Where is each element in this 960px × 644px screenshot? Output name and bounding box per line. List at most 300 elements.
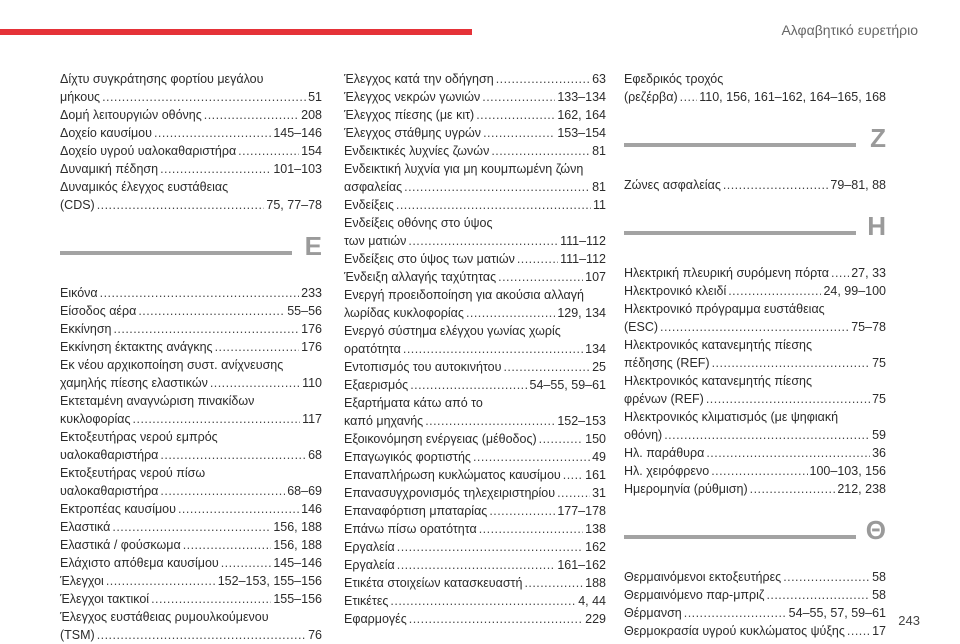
section-letter: Ζ xyxy=(870,123,886,153)
leader-dots xyxy=(97,196,265,214)
entry-pages: 24, 99–100 xyxy=(823,284,886,298)
entry-term-row xyxy=(624,264,886,282)
entry-term: Ηλεκτρική πλευρική συρόμενη πόρτα xyxy=(624,266,830,280)
entry-term-row xyxy=(344,178,606,196)
entry-term: Ημερομηνία (ρύθμιση) xyxy=(624,482,748,496)
entry-term-line: Εκτοξευτήρας νερού πίσω xyxy=(60,466,206,480)
entry-term-row xyxy=(624,568,886,586)
leader-dots xyxy=(215,338,300,356)
entry-term-row xyxy=(624,354,886,372)
entry-term-row xyxy=(344,124,606,142)
leader-dots xyxy=(160,160,271,178)
entry-term: Εκκίνηση έκτακτης ανάγκης xyxy=(60,340,213,354)
leader-dots xyxy=(151,590,271,608)
entry-term-row xyxy=(60,320,322,338)
entry-term-line: Εφεδρικός τροχός xyxy=(624,72,724,86)
entry-term-row xyxy=(60,554,322,572)
section-header xyxy=(624,515,886,554)
entry-term-row xyxy=(624,176,886,194)
leader-dots xyxy=(476,106,555,124)
entry-term-row xyxy=(60,518,322,536)
entry-term-line: Ηλεκτρονικός κλιματισμός (με ψηφιακή xyxy=(624,410,839,424)
leader-dots xyxy=(503,358,590,376)
entry-pages: 176 xyxy=(301,322,322,336)
leader-dots xyxy=(563,466,583,484)
entry-pages: 208 xyxy=(301,108,322,122)
entry-pages: 54–55, 57, 59–61 xyxy=(788,606,886,620)
section-header xyxy=(624,123,886,162)
entry-term-line: Ηλεκτρονικός κατανεμητής πίεσης xyxy=(624,338,813,352)
leader-dots xyxy=(138,302,285,320)
entry-term: υαλοκαθαριστήρα xyxy=(60,484,159,498)
index-entry xyxy=(60,392,322,428)
entry-pages: 152–153 xyxy=(557,414,606,428)
entry-term-line: Εξαρτήματα κάτω από το xyxy=(344,396,483,410)
index-entry xyxy=(60,70,322,106)
entry-term: Ετικέτες xyxy=(344,594,389,608)
entry-term-line: Εκ νέου αρχικοποίηση συστ. ανίχνευσης xyxy=(60,358,284,372)
leader-dots xyxy=(557,484,590,502)
index-entry xyxy=(344,556,606,574)
entry-pages: 138 xyxy=(585,522,606,536)
page-header-title: Αλφαβητικό ευρετήριο xyxy=(781,22,918,38)
leader-dots xyxy=(154,124,271,142)
entry-term: Δοχείο υγρού υαλοκαθαριστήρα xyxy=(60,144,237,158)
leader-dots xyxy=(712,354,870,372)
entry-pages: 110, 156, 161–162, 164–165, 168 xyxy=(699,90,886,104)
leader-dots xyxy=(160,482,285,500)
entry-pages: 17 xyxy=(872,624,886,638)
index-entry xyxy=(344,160,606,196)
entry-term: Είσοδος αέρα xyxy=(60,304,137,318)
entry-term: Επανασυγχρονισμός τηλεχειριστηρίου xyxy=(344,486,556,500)
entry-term-row xyxy=(344,412,606,430)
leader-dots xyxy=(100,284,300,302)
leader-dots xyxy=(498,268,583,286)
entry-pages: 68 xyxy=(308,448,322,462)
index-entry xyxy=(624,604,886,622)
leader-dots xyxy=(680,88,698,106)
index-entry xyxy=(60,124,322,142)
entry-term: υαλοκαθαριστήρα xyxy=(60,448,159,462)
leader-dots xyxy=(160,446,306,464)
entry-term-line: Έλεγχος ευστάθειας ρυμουλκούμενου xyxy=(60,610,269,624)
entry-term-row xyxy=(60,590,322,608)
entry-term: Εκκίνηση xyxy=(60,322,112,336)
index-entry xyxy=(60,178,322,214)
entry-pages: 58 xyxy=(872,588,886,602)
entry-pages: 233 xyxy=(301,286,322,300)
entry-term-row xyxy=(344,484,606,502)
section-letter: Η xyxy=(867,211,886,241)
entry-term-row xyxy=(344,196,606,214)
index-entry xyxy=(624,336,886,372)
leader-dots xyxy=(517,250,558,268)
index-entry xyxy=(60,518,322,536)
entry-pages: 229 xyxy=(585,612,606,626)
entry-term-row xyxy=(344,538,606,556)
entry-pages: 153–154 xyxy=(557,126,606,140)
index-entry xyxy=(624,462,886,480)
entry-term: Ελαστικά / φούσκωμα xyxy=(60,538,181,552)
entry-term-row xyxy=(60,572,322,590)
entry-term-row xyxy=(344,340,606,358)
entry-term-row xyxy=(344,268,606,286)
leader-dots xyxy=(425,412,555,430)
leader-dots xyxy=(210,374,300,392)
index-entry xyxy=(344,376,606,394)
entry-term: Εντοπισμός του αυτοκινήτου xyxy=(344,360,502,374)
entry-term: Έλεγχος στάθμης υγρών xyxy=(344,126,482,140)
index-entry xyxy=(624,480,886,498)
entry-term: Ενδείξεις xyxy=(344,198,394,212)
index-entry xyxy=(344,142,606,160)
entry-term: Ενδεικτικές λυχνίες ζωνών xyxy=(344,144,490,158)
index-entry xyxy=(344,124,606,142)
entry-pages: 49 xyxy=(592,450,606,464)
entry-pages: 146 xyxy=(301,502,322,516)
leader-dots xyxy=(482,88,555,106)
entry-term-row xyxy=(344,430,606,448)
entry-term-line: Δίχτυ συγκράτησης φορτίου μεγάλου xyxy=(60,72,264,86)
leader-dots xyxy=(133,410,301,428)
entry-term-line: Ηλεκτρονικός κατανεμητής πίεσης xyxy=(624,374,813,388)
section-rule xyxy=(624,535,856,539)
entry-term-row xyxy=(60,482,322,500)
entry-term-row xyxy=(624,586,886,604)
index-entry xyxy=(60,464,322,500)
index-entry xyxy=(344,502,606,520)
entry-pages: 36 xyxy=(872,446,886,460)
entry-pages: 101–103 xyxy=(273,162,322,176)
entry-term: Θέρμανση xyxy=(624,606,682,620)
entry-term-row xyxy=(60,196,322,214)
index-entry xyxy=(60,536,322,554)
leader-dots xyxy=(483,124,555,142)
entry-pages: 152–153, 155–156 xyxy=(217,574,322,588)
leader-dots xyxy=(496,70,590,88)
entry-term-line: Δυναμικός έλεγχος ευστάθειας xyxy=(60,180,229,194)
entry-term-row xyxy=(344,88,606,106)
section-header xyxy=(60,231,322,270)
leader-dots xyxy=(831,264,849,282)
entry-pages: 129, 134 xyxy=(557,306,606,320)
leader-dots xyxy=(403,340,583,358)
entry-term: Έλεγχοι xyxy=(60,574,104,588)
entry-term: πέδησης (REF) xyxy=(624,356,710,370)
entry-term-row xyxy=(344,106,606,124)
index-entry xyxy=(344,520,606,538)
leader-dots xyxy=(113,320,299,338)
leader-dots xyxy=(723,176,829,194)
entry-term-row xyxy=(60,536,322,554)
entry-pages: 63 xyxy=(592,72,606,86)
entry-pages: 4, 44 xyxy=(578,594,606,608)
entry-term-row xyxy=(344,574,606,592)
entry-term: Επαναπλήρωση κυκλώματος καυσίμου xyxy=(344,468,561,482)
entry-term-line: Ενδεικτική λυχνία για μη κουμπωμένη ζώνη xyxy=(344,162,584,176)
entry-term-row xyxy=(60,142,322,160)
entry-pages: 75, 77–78 xyxy=(266,198,322,212)
entry-term-row xyxy=(624,480,886,498)
entry-term: Επαγωγικός φορτιστής xyxy=(344,450,471,464)
entry-pages: 145–146 xyxy=(273,556,322,570)
entry-term-row xyxy=(344,448,606,466)
entry-term-row xyxy=(60,106,322,124)
entry-term-row xyxy=(60,626,322,644)
entry-term: Εξοικονόμηση ενέργειας (μέθοδος) xyxy=(344,432,537,446)
index-entry xyxy=(60,500,322,518)
entry-term: Θερμοκρασία υγρού κυκλώματος ψύξης xyxy=(624,624,845,638)
leader-dots xyxy=(409,610,583,628)
index-entry xyxy=(60,142,322,160)
index-entry xyxy=(344,250,606,268)
entry-term: (ρεζέρβα) xyxy=(624,90,678,104)
accent-bar xyxy=(0,29,472,35)
entry-term: Εφαρμογές xyxy=(344,612,407,626)
entry-term: Δοχείο καυσίμου xyxy=(60,126,152,140)
entry-term-row xyxy=(344,520,606,538)
leader-dots xyxy=(408,232,558,250)
leader-dots xyxy=(390,592,576,610)
entry-pages: 150 xyxy=(585,432,606,446)
index-entry xyxy=(60,284,322,302)
entry-pages: 25 xyxy=(592,360,606,374)
entry-term: Ένδειξη αλλαγής ταχύτητας xyxy=(344,270,497,284)
entry-term: Έλεγχος νεκρών γωνιών xyxy=(344,90,481,104)
leader-dots xyxy=(397,538,583,556)
section-letter: Ε xyxy=(304,231,322,261)
entry-term: Εργαλεία xyxy=(344,558,395,572)
entry-term-line: Εκτεταμένη αναγνώριση πινακίδων xyxy=(60,394,255,408)
entry-pages: 161–162 xyxy=(557,558,606,572)
entry-term: λωρίδας κυκλοφορίας xyxy=(344,306,464,320)
leader-dots xyxy=(183,536,272,554)
entry-pages: 79–81, 88 xyxy=(830,178,886,192)
entry-term-row xyxy=(344,70,606,88)
entry-term-row xyxy=(60,500,322,518)
index-entry xyxy=(60,356,322,392)
index-entry xyxy=(624,300,886,336)
entry-pages: 75 xyxy=(872,392,886,406)
entry-pages: 188 xyxy=(585,576,606,590)
leader-dots xyxy=(238,142,299,160)
index-entry xyxy=(624,622,886,640)
entry-term-row xyxy=(60,338,322,356)
index-entry xyxy=(60,338,322,356)
index-entry xyxy=(624,282,886,300)
entry-pages: 162, 164 xyxy=(557,108,606,122)
index-entry xyxy=(344,592,606,610)
index-entry xyxy=(60,302,322,320)
entry-term: Εξαερισμός xyxy=(344,378,409,392)
index-column-2 xyxy=(344,70,606,628)
entry-term-row xyxy=(60,410,322,428)
entry-term-row xyxy=(624,462,886,480)
index-column-1 xyxy=(60,70,322,644)
entry-term-row xyxy=(624,88,886,106)
entry-term-row xyxy=(344,466,606,484)
entry-term-row xyxy=(624,318,886,336)
leader-dots xyxy=(106,572,216,590)
leader-dots xyxy=(466,304,555,322)
index-entry xyxy=(344,286,606,322)
index-entry xyxy=(624,568,886,586)
entry-pages: 27, 33 xyxy=(851,266,886,280)
leader-dots xyxy=(396,196,591,214)
entry-pages: 176 xyxy=(301,340,322,354)
entry-term: (ESC) xyxy=(624,320,659,334)
entry-term: Επάνω πίσω ορατότητα xyxy=(344,522,477,536)
index-entry xyxy=(344,574,606,592)
index-entry xyxy=(624,372,886,408)
entry-pages: 117 xyxy=(302,412,322,426)
index-entry xyxy=(344,358,606,376)
leader-dots xyxy=(783,568,870,586)
entry-term: Ετικέτα στοιχείων κατασκευαστή xyxy=(344,576,523,590)
entry-term-row xyxy=(344,592,606,610)
entry-term-row xyxy=(60,302,322,320)
entry-term-line: Ηλεκτρονικό πρόγραμμα ευστάθειας xyxy=(624,302,825,316)
entry-pages: 133–134 xyxy=(557,90,606,104)
entry-term: κυκλοφορίας xyxy=(60,412,131,426)
entry-term-row xyxy=(624,390,886,408)
entry-term-row xyxy=(344,502,606,520)
leader-dots xyxy=(684,604,787,622)
entry-pages: 68–69 xyxy=(287,484,322,498)
entry-term-row xyxy=(624,282,886,300)
leader-dots xyxy=(102,88,306,106)
entry-term: ορατότητα xyxy=(344,342,401,356)
index-entry xyxy=(624,408,886,444)
entry-pages: 161 xyxy=(585,468,606,482)
entry-term-row xyxy=(344,556,606,574)
leader-dots xyxy=(397,556,556,574)
entry-term: Ελαστικά xyxy=(60,520,111,534)
index-entry xyxy=(344,214,606,250)
leader-dots xyxy=(221,554,272,572)
entry-pages: 59 xyxy=(872,428,886,442)
entry-term: καπό μηχανής xyxy=(344,414,424,428)
leader-dots xyxy=(178,500,299,518)
index-entry xyxy=(60,320,322,338)
index-entry xyxy=(624,586,886,604)
entry-term-row xyxy=(624,604,886,622)
section-letter: Θ xyxy=(865,515,886,545)
leader-dots xyxy=(660,318,849,336)
entry-term: Ενδείξεις στο ύψος των ματιών xyxy=(344,252,515,266)
entry-term: Ζώνες ασφαλείας xyxy=(624,178,721,192)
entry-pages: 75–78 xyxy=(851,320,886,334)
index-entry xyxy=(60,428,322,464)
entry-term-row xyxy=(344,142,606,160)
entry-pages: 100–103, 156 xyxy=(809,464,886,478)
index-entry xyxy=(344,538,606,556)
entry-term: οθόνη) xyxy=(624,428,663,442)
section-rule xyxy=(624,143,856,147)
entry-term: Εικόνα xyxy=(60,286,98,300)
index-entry xyxy=(344,70,606,88)
index-entry xyxy=(344,610,606,628)
entry-pages: 156, 188 xyxy=(273,538,322,552)
entry-pages: 81 xyxy=(592,180,606,194)
entry-term: Έλεγχος πίεσης (με κιτ) xyxy=(344,108,475,122)
entry-pages: 134 xyxy=(585,342,606,356)
index-entry xyxy=(624,70,886,106)
page-number: 243 xyxy=(898,613,920,628)
index-entry xyxy=(344,88,606,106)
entry-pages: 55–56 xyxy=(287,304,322,318)
entry-term-row xyxy=(60,374,322,392)
entry-term-row xyxy=(344,610,606,628)
leader-dots xyxy=(524,574,583,592)
entry-pages: 155–156 xyxy=(273,592,322,606)
entry-term-row xyxy=(60,446,322,464)
entry-term: των ματιών xyxy=(344,234,407,248)
leader-dots xyxy=(728,282,821,300)
entry-term: Ηλ. χειρόφρενο xyxy=(624,464,710,478)
entry-term: Ελάχιστο απόθεμα καυσίμου xyxy=(60,556,219,570)
index-entry xyxy=(60,608,322,644)
entry-term: (TSM) xyxy=(60,628,95,642)
leader-dots xyxy=(539,430,584,448)
entry-term-line: Ενεργό σύστημα ελέγχου γωνίας χωρίς xyxy=(344,324,561,338)
index-entry xyxy=(60,572,322,590)
entry-pages: 111–112 xyxy=(560,252,606,266)
index-entry xyxy=(344,196,606,214)
leader-dots xyxy=(664,426,870,444)
leader-dots xyxy=(489,502,555,520)
leader-dots xyxy=(97,626,306,644)
entry-term: Ηλ. παράθυρα xyxy=(624,446,705,460)
index-entry xyxy=(60,106,322,124)
index-entry xyxy=(344,484,606,502)
index-entry xyxy=(624,444,886,462)
entry-pages: 51 xyxy=(308,90,322,104)
entry-term-row xyxy=(344,376,606,394)
entry-term-row xyxy=(60,88,322,106)
leader-dots xyxy=(404,178,590,196)
entry-term-line: Ενεργή προειδοποίηση για ακούσια αλλαγή xyxy=(344,288,584,302)
entry-term-row xyxy=(60,160,322,178)
leader-dots xyxy=(112,518,271,536)
entry-term-row xyxy=(344,358,606,376)
leader-dots xyxy=(473,448,590,466)
entry-pages: 31 xyxy=(592,486,606,500)
index-column-3 xyxy=(624,70,886,640)
entry-term: Θερμαινόμενοι εκτοξευτήρες xyxy=(624,570,782,584)
leader-dots xyxy=(479,520,583,538)
leader-dots xyxy=(847,622,870,640)
entry-term-row xyxy=(624,444,886,462)
leader-dots xyxy=(491,142,590,160)
entry-pages: 177–178 xyxy=(557,504,606,518)
entry-term: Ηλεκτρονικό κλειδί xyxy=(624,284,727,298)
entry-term: Εκτροπέας καυσίμου xyxy=(60,502,176,516)
entry-term: χαμηλής πίεσης ελαστικών xyxy=(60,376,208,390)
leader-dots xyxy=(706,444,870,462)
index-entry xyxy=(60,160,322,178)
entry-pages: 212, 238 xyxy=(837,482,886,496)
index-entry xyxy=(344,106,606,124)
section-rule xyxy=(60,251,292,255)
entry-term-row xyxy=(624,622,886,640)
entry-term: Έλεγχοι τακτικοί xyxy=(60,592,150,606)
entry-pages: 11 xyxy=(593,198,606,212)
entry-term: μήκους xyxy=(60,90,101,104)
entry-pages: 107 xyxy=(585,270,606,284)
entry-term: (CDS) xyxy=(60,198,95,212)
